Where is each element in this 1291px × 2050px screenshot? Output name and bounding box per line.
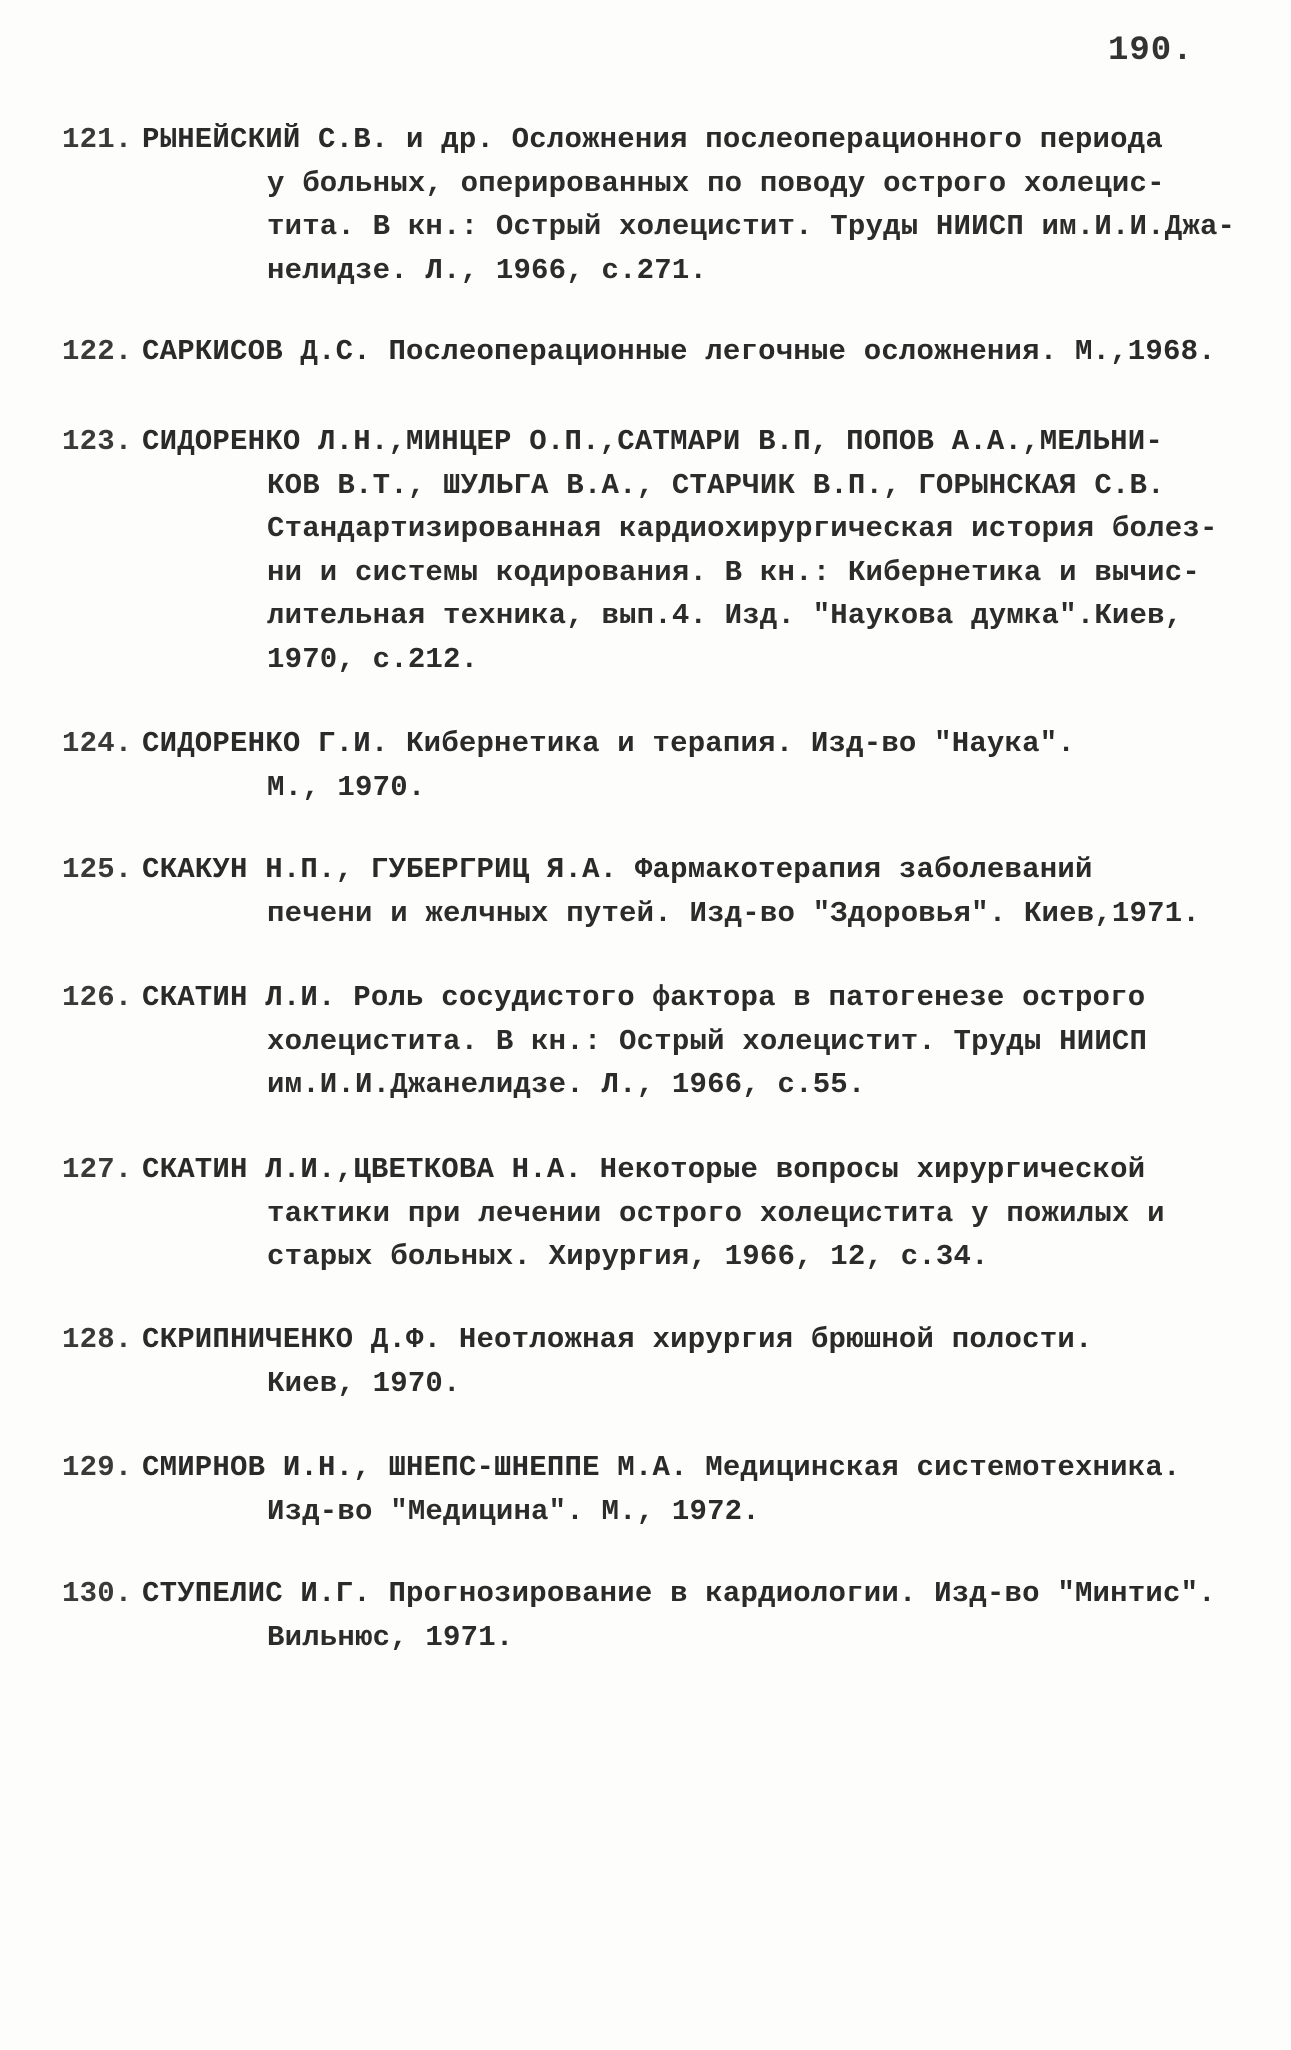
reference-number: 127. — [62, 1153, 133, 1186]
reference-line — [62, 330, 1242, 374]
reference-text: СИДОРЕНКО Л.Н.,МИНЦЕР О.П.,САТМАРИ В.П, ПОПОВ А.А.,МЕЛЬНИ- — [142, 425, 1163, 458]
reference-text: СКАТИН Л.И. Роль сосудистого фактора в патогенезе острого — [142, 981, 1146, 1014]
reference-line: у больных, оперированных по поводу острого холецис- — [267, 166, 1165, 200]
reference-line: печени и желчных путей. Изд-во "Здоровья". Киев,1971. — [267, 896, 1200, 930]
reference-line: тита. В кн.: Острый холецистит. Труды НИИСП им.И.И.Джа- — [267, 210, 1236, 243]
reference-entry-121 — [62, 118, 1242, 292]
reference-line: старых больных. Хирургия, 1966, 12, с.34. — [267, 1240, 989, 1273]
reference-line — [62, 1318, 1242, 1362]
reference-number: 122. — [62, 335, 133, 368]
reference-line: 1970, с.212. — [267, 642, 479, 676]
reference-line: им.И.И.Джанелидзе. Л., 1966, с.55. — [267, 1068, 866, 1101]
reference-text: СКАТИН Л.И.,ЦВЕТКОВА Н.А. Некоторые вопросы хирургической — [142, 1153, 1146, 1186]
reference-text: СИДОРЕНКО Г.И. Кибернетика и терапия. Изд-во "Наука". — [142, 727, 1075, 760]
reference-line: нелидзе. Л., 1966, с.271. — [267, 253, 708, 287]
reference-line — [62, 848, 1242, 892]
reference-entry-128 — [62, 1318, 1242, 1405]
reference-entry-130 — [62, 1572, 1242, 1659]
reference-entry-129 — [62, 1446, 1242, 1533]
reference-text: СКРИПНИЧЕНКО Д.Ф. Неотложная хирургия брюшной полости. — [142, 1323, 1093, 1356]
reference-line: ни и системы кодирования. В кн.: Кибернетика и вычис- — [267, 555, 1200, 589]
reference-line: тактики при лечении острого холецистита у пожилых и — [267, 1196, 1165, 1230]
page-number: 190. — [1108, 32, 1194, 70]
reference-line: холецистита. В кн.: Острый холецистит. Труды НИИСП — [267, 1024, 1148, 1058]
reference-text: САРКИСОВ Д.С. Послеоперационные легочные осложнения. М.,1968. — [142, 335, 1216, 368]
reference-line — [62, 1572, 1242, 1616]
reference-entry-123 — [62, 420, 1242, 681]
reference-entry-127 — [62, 1148, 1242, 1279]
reference-entry-124 — [62, 722, 1242, 809]
reference-number: 130. — [62, 1577, 133, 1610]
reference-number: 123. — [62, 425, 133, 458]
reference-line — [62, 1148, 1242, 1192]
reference-line — [62, 420, 1242, 464]
reference-number: 124. — [62, 727, 133, 760]
reference-line: Вильнюс, 1971. — [267, 1620, 514, 1654]
reference-entry-126 — [62, 976, 1242, 1107]
reference-line — [62, 722, 1242, 766]
reference-text: СКАКУН Н.П., ГУБЕРГРИЦ Я.А. Фармакотерапия заболеваний — [142, 853, 1093, 886]
reference-text: РЫНЕЙСКИЙ С.В. и др. Осложнения послеоперационного периода — [142, 123, 1163, 156]
reference-line: Киев, 1970. — [267, 1366, 461, 1400]
reference-line — [62, 118, 1242, 162]
reference-line — [62, 976, 1242, 1020]
reference-number: 125. — [62, 853, 133, 886]
reference-line: Изд-во "Медицина". М., 1972. — [267, 1494, 760, 1528]
reference-text: СМИРНОВ И.Н., ШНЕПС-ШНЕППЕ М.А. Медицинская системотехника. — [142, 1451, 1181, 1484]
reference-text: СТУПЕЛИС И.Г. Прогнозирование в кардиологии. Изд-во "Минтис". — [142, 1577, 1216, 1610]
reference-line: лительная техника, вып.4. Изд. "Наукова думка".Киев, — [267, 599, 1183, 632]
reference-number: 121. — [62, 123, 133, 156]
reference-line: Стандартизированная кардиохирургическая история болез- — [267, 512, 1218, 545]
reference-number: 128. — [62, 1323, 133, 1356]
reference-number: 129. — [62, 1451, 133, 1484]
reference-entry-125 — [62, 848, 1242, 935]
reference-line: М., 1970. — [267, 770, 426, 804]
reference-line — [62, 1446, 1242, 1490]
reference-line: КОВ В.Т., ШУЛЬГА В.А., СТАРЧИК В.П., ГОРЫНСКАЯ С.В. — [267, 468, 1165, 502]
reference-entry-122 — [62, 330, 1242, 374]
reference-number: 126. — [62, 981, 133, 1014]
